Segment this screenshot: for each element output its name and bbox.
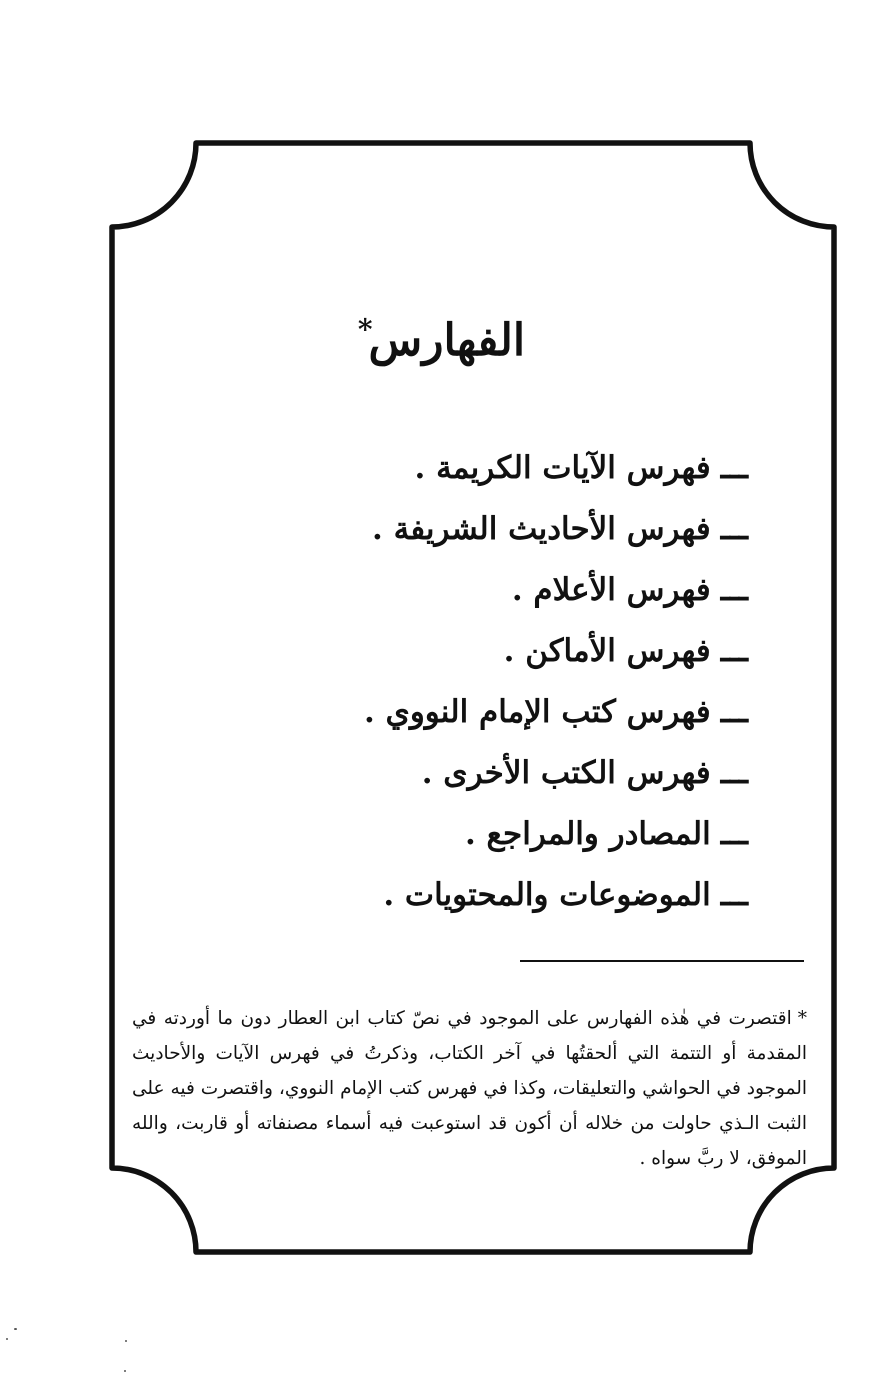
list-dash: ـــ xyxy=(720,694,748,730)
index-item-label: فهرس الأماكن . xyxy=(503,633,711,669)
list-dash: ـــ xyxy=(720,450,748,486)
index-list xyxy=(188,438,748,926)
footnote-marker: * xyxy=(797,1007,807,1029)
index-item-persons xyxy=(188,560,748,621)
index-item-label: الموضوعات والمحتويات . xyxy=(383,877,711,913)
footnote-separator xyxy=(520,960,804,962)
scan-speck xyxy=(14,1328,17,1330)
index-item-contents xyxy=(188,865,748,926)
index-item-hadiths xyxy=(188,499,748,560)
page-title xyxy=(0,300,885,371)
index-item-label: فهرس الأحاديث الشريفة . xyxy=(372,511,711,547)
index-item-other-books xyxy=(188,743,748,804)
list-dash: ـــ xyxy=(720,572,748,608)
index-item-label: فهرس كتب الإمام النووي . xyxy=(363,694,711,730)
index-item-sources xyxy=(188,804,748,865)
list-dash: ـــ xyxy=(720,511,748,547)
title-footnote-marker: * xyxy=(357,313,373,346)
list-dash: ـــ xyxy=(720,877,748,913)
index-item-label: فهرس الأعلام . xyxy=(511,572,711,608)
index-item-label: المصادر والمراجع . xyxy=(464,816,711,852)
index-item-quran-verses xyxy=(188,438,748,499)
list-dash: ـــ xyxy=(720,755,748,791)
index-item-label: فهرس الكتب الأخرى . xyxy=(421,755,711,791)
scan-speck xyxy=(6,1338,8,1340)
index-item-places xyxy=(188,621,748,682)
list-dash: ـــ xyxy=(720,633,748,669)
page-title-text: الفهارس xyxy=(368,314,526,366)
index-item-label: فهرس الآيات الكريمة . xyxy=(414,450,711,486)
list-dash: ـــ xyxy=(720,816,748,852)
scan-speck xyxy=(124,1370,126,1372)
footnote-text: اقتصرت في هٰذه الفهارس على الموجود في نصّ كتاب ابن العطار دون ما أوردته في المقدمة أو التتمة التي ألحقتُها في آخر الكتاب، وذكرتُ في فهرس الآيات والأحاديث الموجود في الحواشي والتعليقات، وكذا في فهرس كتب الإمام النووي، واقتصرت فيه على الثبت الـذي حاولت من خلاله أن أكون قد استوعبت فيه أسماء مصنفاته أو قاربت، والله الموفق، لا ربَّ سواه . xyxy=(132,1007,807,1169)
scan-speck xyxy=(125,1340,127,1342)
footnote xyxy=(132,1001,807,1176)
index-item-nawawi-books xyxy=(188,682,748,743)
